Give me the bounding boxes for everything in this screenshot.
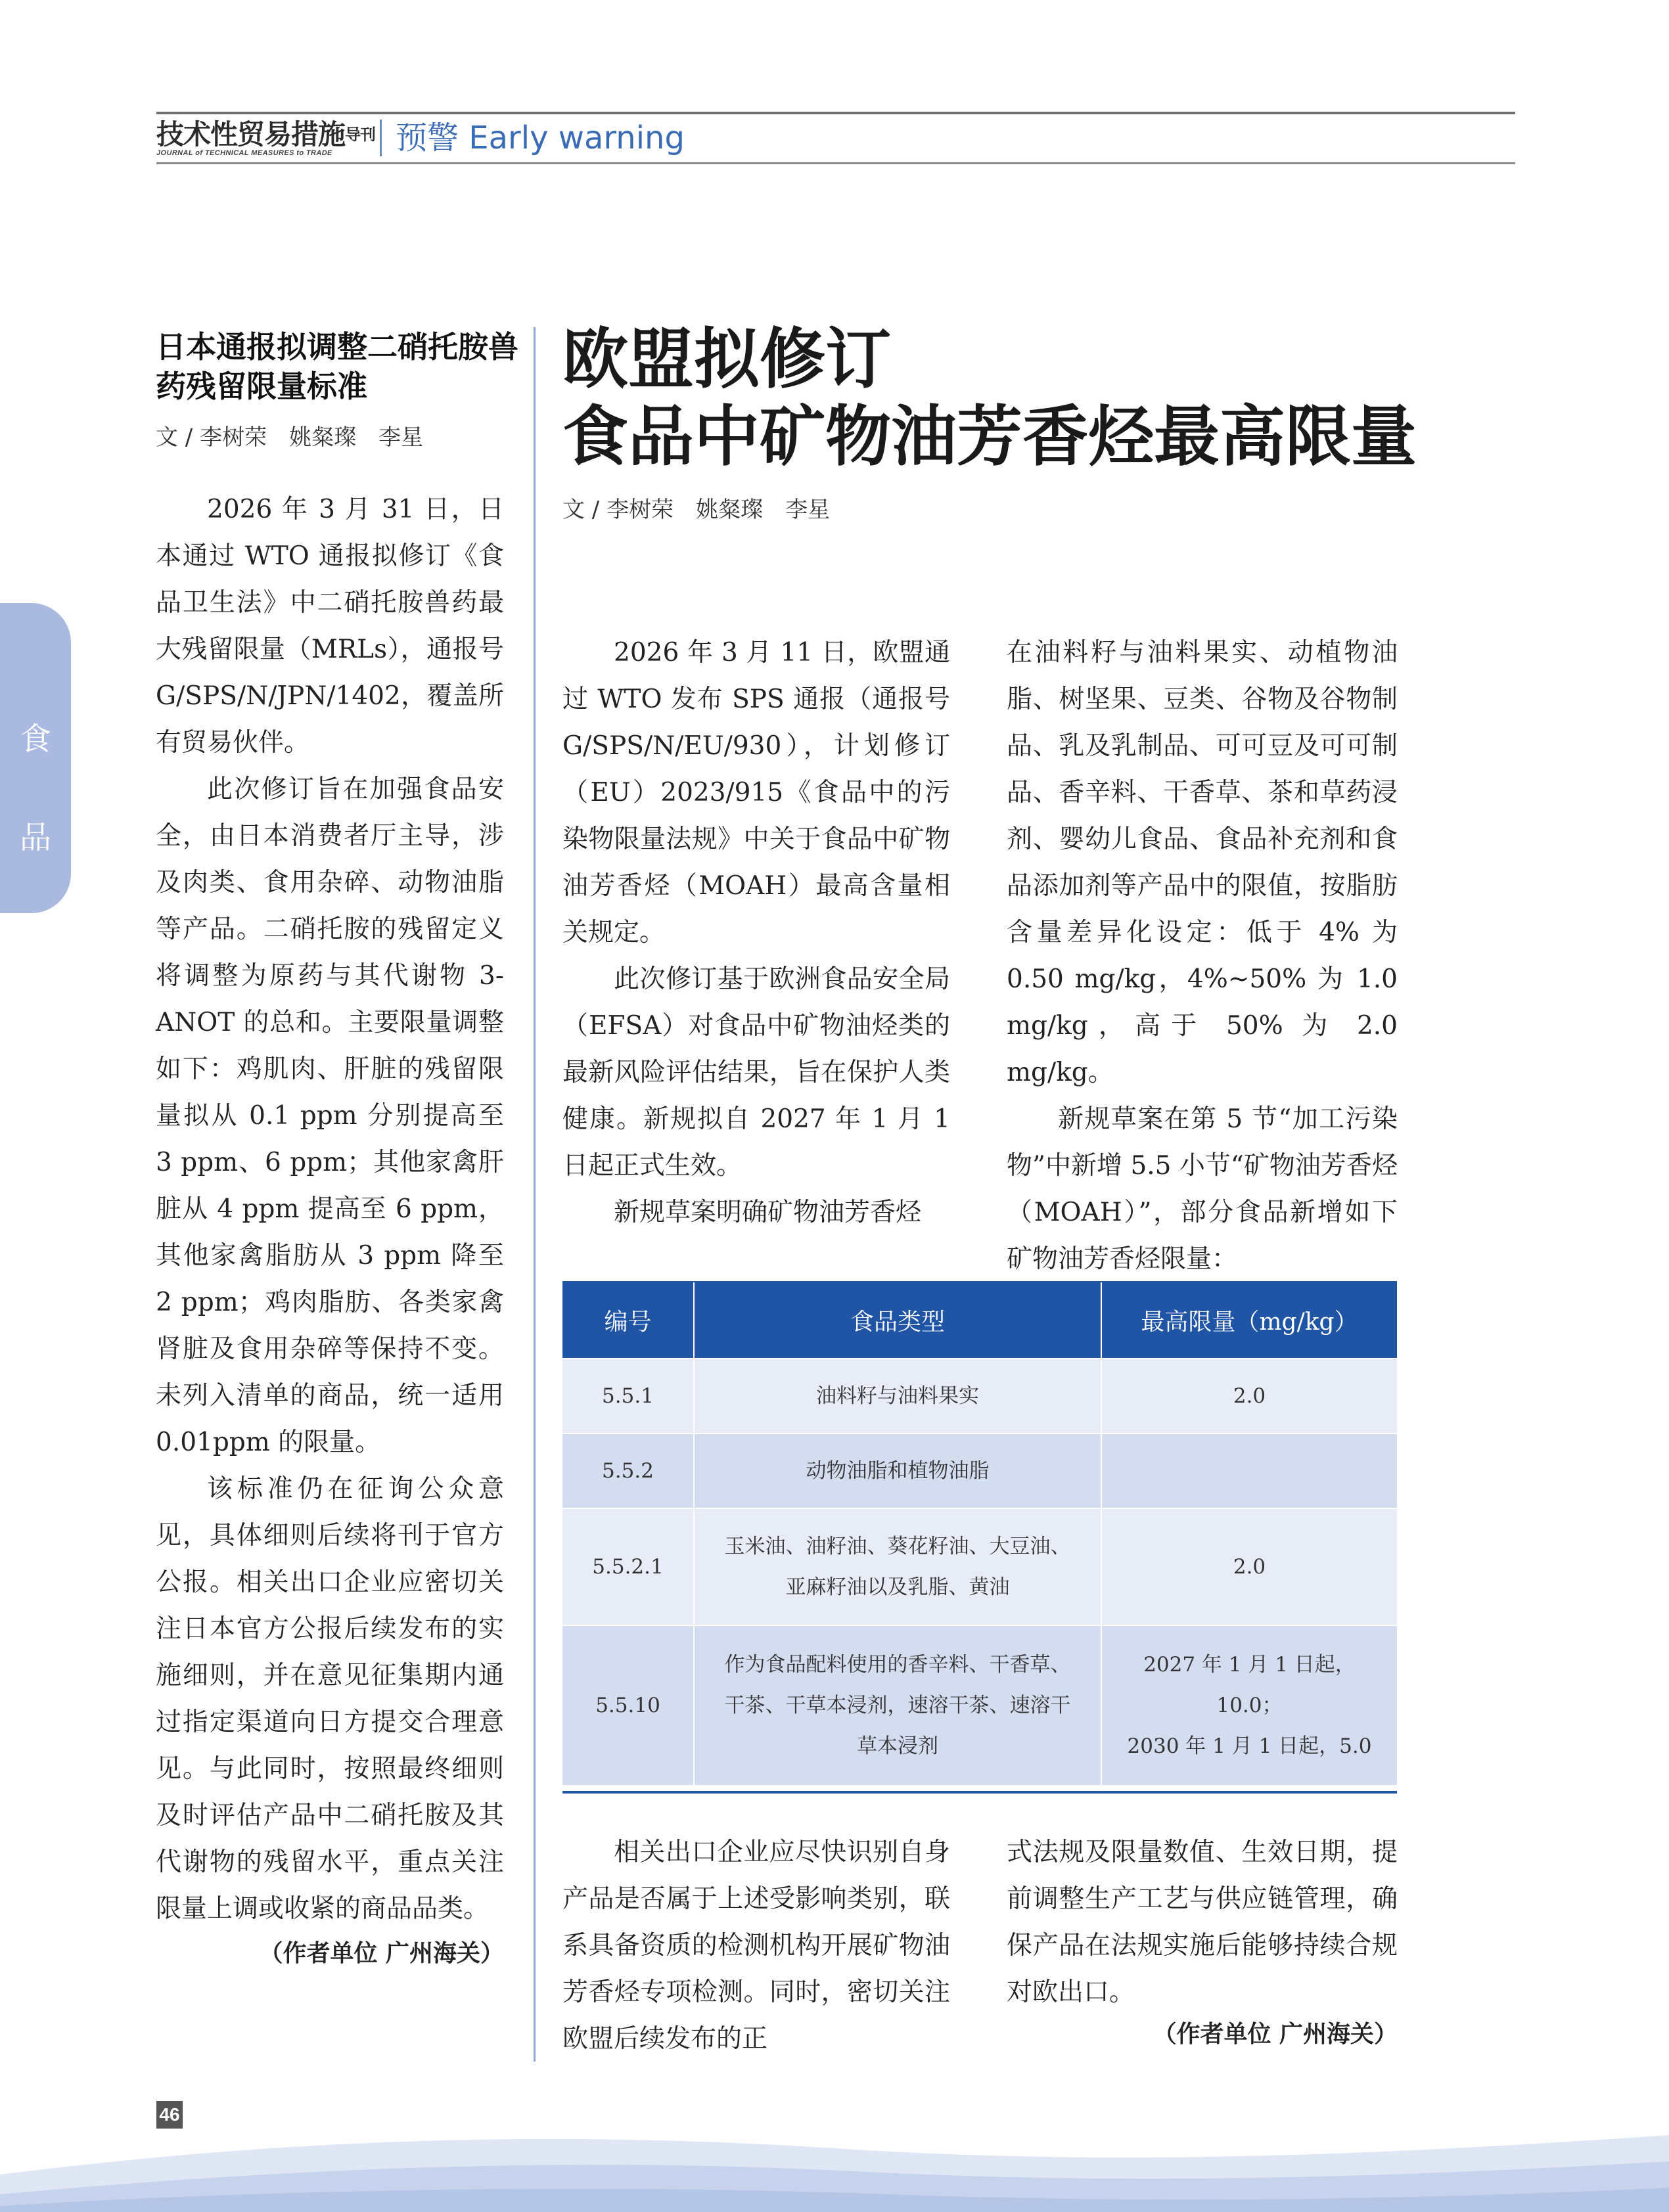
left-paragraph-2: 此次修订旨在加强食品安全，由日本消费者厅主导，涉及肉类、食用杂碎、动物油脂等产品。二硝托胺的残留定义将调整为原药与其代谢物 3-ANOT 的总和。主要限量调整如下：鸡肌肉、肝脏的残留限量拟从 0.1 ppm 分别提高至 3 ppm、6 ppm；其他家禽肝脏从 4 ppm 提高至 6 ppm，其他家禽脂肪从 3 ppm 降至 2 ppm；鸡肉脂肪、各类家禽肾脏及食用杂碎等保持不变。未列入清单的商品，统一适用 0.01ppm 的限量。	[156, 775, 504, 1457]
table-cell-limit	[1101, 1508, 1397, 1625]
table-header-row	[562, 1282, 1397, 1359]
main-paragraph-3-start: 新规草案明确矿物油芳香烃	[614, 1198, 922, 1227]
journal-name-suffix: 导刊	[345, 125, 376, 144]
table-header-food: 食品类型	[694, 1282, 1101, 1359]
column-divider	[534, 327, 536, 2062]
table-cell-limit	[1101, 1359, 1397, 1433]
left-article-byline: 文 / 李树荣 姚粲璨 李星	[156, 424, 424, 451]
moah-limits-table	[562, 1282, 1397, 1785]
left-article-body	[156, 486, 504, 1968]
main-title-line-1: 欧盟拟修订	[562, 321, 891, 397]
table-row	[562, 1359, 1397, 1433]
left-article-title: 日本通报拟调整二硝托胺兽药残留限量标准	[156, 329, 518, 404]
main-title-line-2: 食品中矿物油芳香烃最高限量	[562, 398, 1417, 475]
table-row	[562, 1508, 1397, 1625]
main-article-affiliation: （作者单位 广州海关）	[1153, 2021, 1398, 2048]
section-label: 预警 Early warning	[396, 120, 685, 156]
limit-line: 2.0	[1233, 1384, 1266, 1408]
journal-logo	[156, 118, 376, 157]
main-paragraph-3-cont: 在油料籽与油料果实、动植物油脂、树坚果、豆类、谷物及谷物制品、乳及乳制品、可可豆及可可制品、香辛料、干香草、茶和草药浸剂、婴幼儿食品、食品补充剂和食品添加剂等产品中的限值，按脂肪含量差异化设定：低于 4% 为 0.50 mg/kg，4%~50% 为 1.0 mg/kg，高于 50% 为 2.0 mg/kg。	[1007, 638, 1398, 1087]
category-side-tab-label: 食 品	[19, 721, 51, 856]
table-cell-code: 5.5.1	[562, 1359, 694, 1433]
food-line: 动物油脂和植物油脂	[806, 1459, 990, 1483]
header-bottom-rule	[156, 162, 1515, 164]
main-paragraph-5: 相关出口企业应尽快识别自身产品是否属于上述受影响类别，联系具备资质的检测机构开展矿物油芳香烃专项检测。同时，密切关注欧盟后续发布的正	[562, 1838, 950, 2054]
table-cell-limit	[1101, 1433, 1397, 1508]
table-row	[562, 1433, 1397, 1508]
left-paragraph-1: 2026 年 3 月 31 日，日本通过 WTO 通报拟修订《食品卫生法》中二硝托胺兽药最大残留限量（MRLs），通报号 G/SPS/N/JPN/1402，覆盖所有贸易伙伴。	[156, 495, 504, 757]
left-paragraph-3: 该标准仍在征询公众意见，具体细则后续将刊于官方公报。相关出口企业应密切关注日本官方公报后续发布的实施细则，并在意见征集期内通过指定渠道向日方提交合理意见。与此同时，按照最终细则及时评估产品中二硝托胺及其代谢物的残留水平，重点关注限量上调或收紧的商品品类。	[156, 1474, 504, 1924]
limit-line: 2030 年 1 月 1 日起，5.0	[1127, 1734, 1372, 1758]
food-line: 玉米油、油籽油、葵花籽油、大豆油、	[724, 1535, 1071, 1558]
food-line: 作为食品配料使用的香辛料、干香草、	[724, 1653, 1071, 1677]
limit-line: 2.0	[1233, 1555, 1266, 1579]
limit-line: 2027 年 1 月 1 日起，10.0；	[1143, 1653, 1356, 1717]
table-cell-code: 5.5.10	[562, 1625, 694, 1785]
table-cell-code: 5.5.2	[562, 1433, 694, 1508]
table-header-limit: 最高限量（mg/kg）	[1101, 1282, 1397, 1359]
main-paragraph-1: 2026 年 3 月 11 日，欧盟通过 WTO 发布 SPS 通报（通报号 G/SPS/N/EU/930），计划修订（EU）2023/915《食品中的污染物限量法规》中关于食品中矿物油芳香烃（MOAH）最高含量相关规定。	[562, 638, 950, 947]
main-column-b	[1007, 629, 1398, 1282]
main-paragraph-2: 此次修订基于欧洲食品安全局（EFSA）对食品中矿物油烃类的最新风险评估结果，旨在保护人类健康。新规拟自 2027 年 1 月 1 日起正式生效。	[562, 964, 950, 1181]
journal-name-cn: 技术性贸易措施	[156, 118, 346, 150]
footer-wave-decoration	[0, 2102, 1669, 2212]
main-column-d	[1007, 1829, 1398, 2049]
food-line: 亚麻籽油以及乳脂、黄油	[785, 1575, 1010, 1599]
table-cell-food	[694, 1433, 1101, 1508]
journal-name-en: JOURNAL of TECHNICAL MEASURES to TRADE	[156, 149, 332, 157]
food-line: 干茶、干草本浸剂，速溶干茶、速溶干	[724, 1694, 1071, 1717]
page-number: 46	[156, 2101, 183, 2129]
header-separator	[380, 120, 382, 156]
header-top-rule	[156, 112, 1515, 114]
table-cell-food	[694, 1359, 1101, 1433]
table-cell-code: 5.5.2.1	[562, 1508, 694, 1625]
main-column-c	[562, 1829, 950, 2062]
food-line: 油料籽与油料果实	[816, 1384, 979, 1408]
food-line: 草本浸剂	[857, 1734, 938, 1758]
main-paragraph-4: 新规草案在第 5 节“加工污染物”中新增 5.5 小节“矿物油芳香烃（MOAH）”，部分食品新增如下矿物油芳香烃限量：	[1007, 1104, 1398, 1274]
table-bottom-rule	[562, 1791, 1397, 1794]
table-cell-food	[694, 1625, 1101, 1785]
main-column-a	[562, 629, 950, 1236]
main-paragraph-5-cont: 式法规及限量数值、生效日期，提前调整生产工艺与供应链管理，确保产品在法规实施后能够持续合规对欧出口。	[1007, 1838, 1398, 2007]
left-article-affiliation: （作者单位 广州海关）	[259, 1940, 504, 1967]
main-article-byline: 文 / 李树荣 姚粲璨 李星	[562, 497, 831, 523]
table-cell-food	[694, 1508, 1101, 1625]
table-header-code: 编号	[562, 1282, 694, 1359]
table-row	[562, 1625, 1397, 1785]
table-cell-limit	[1101, 1625, 1397, 1785]
main-article-title	[562, 321, 1417, 476]
